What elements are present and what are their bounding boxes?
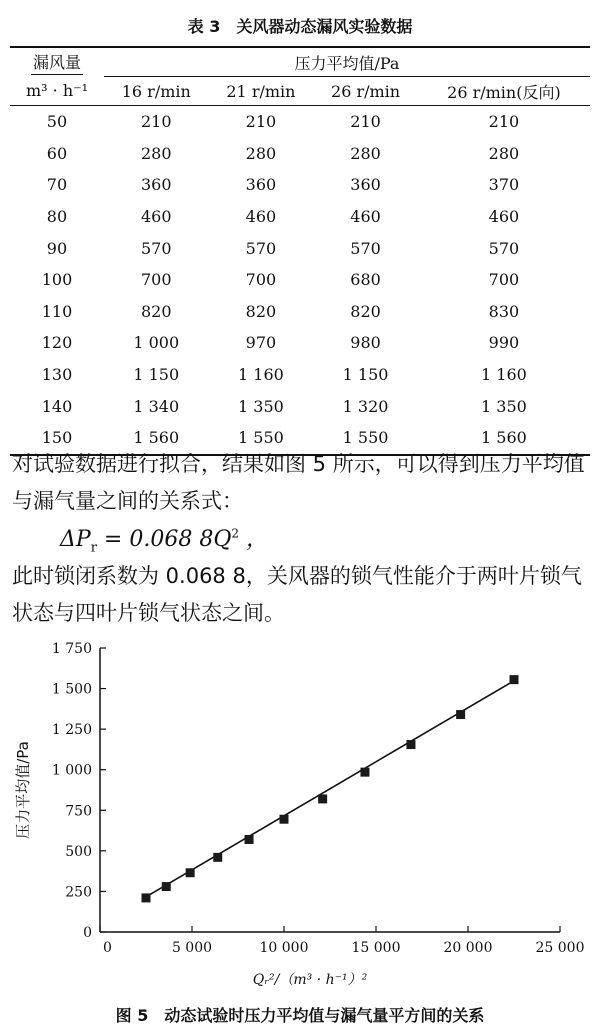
table-caption: 表 3 关风器动态漏风实验数据 <box>187 17 413 36</box>
paragraph-fit-intro: 对试验数据进行拟合，结果如图 5 所示，可以得到压力平均值与漏气量之间的关系式： <box>12 452 585 513</box>
y-tick-label: 1 500 <box>51 681 92 698</box>
pressure-cell: 360 <box>141 175 172 195</box>
pressure-cell: 280 <box>245 143 277 163</box>
pressure-cell: 1 150 <box>133 365 180 385</box>
pressure-cell: 1 150 <box>342 365 389 385</box>
pressure-cell: 570 <box>245 238 277 258</box>
pressure-group-header: 压力平均值/Pa <box>104 47 590 77</box>
data-point-marker <box>318 794 327 803</box>
x-tick-label: 0 <box>103 940 112 956</box>
data-point-marker <box>406 740 415 749</box>
y-tick-label: 1 750 <box>51 641 92 657</box>
y-tick-label: 0 <box>83 925 92 941</box>
pressure-cell: 990 <box>488 333 520 353</box>
column-header: 26 r/min(反向) <box>418 77 590 106</box>
pressure-cell: 1 560 <box>104 422 209 455</box>
pressure-cell: 370 <box>488 175 520 195</box>
pressure-cell: 1 160 <box>481 365 527 385</box>
y-tick-label: 1 250 <box>51 722 92 739</box>
table-row <box>10 390 590 422</box>
data-point-marker <box>245 835 254 844</box>
x-tick-label: 25 000 <box>535 940 585 956</box>
data-point-marker <box>162 882 171 891</box>
data-point-marker <box>142 893 151 902</box>
leak-cell: 140 <box>41 396 73 416</box>
leak-cell: 80 <box>46 207 68 227</box>
leak-cell: 90 <box>46 238 68 258</box>
pressure-cell: 1 350 <box>481 396 527 416</box>
y-tick-label: 750 <box>65 803 92 820</box>
table-row <box>10 232 590 264</box>
pressure-cell: 570 <box>141 238 172 258</box>
pressure-cell: 830 <box>488 301 520 321</box>
pressure-cell: 700 <box>488 270 520 290</box>
data-point-marker <box>280 815 289 824</box>
pressure-cell: 820 <box>245 301 277 321</box>
pressure-cell: 460 <box>245 207 277 227</box>
pressure-cell: 210 <box>245 112 277 132</box>
pressure-cell: 820 <box>350 301 381 321</box>
leak-cell: 120 <box>41 333 73 353</box>
pressure-cell: 1 350 <box>238 396 284 416</box>
formula-subscript: r <box>90 540 97 556</box>
leak-cell: 110 <box>41 301 73 321</box>
table-row <box>10 264 590 296</box>
table-row <box>10 138 590 170</box>
leak-cell: 60 <box>46 143 68 163</box>
column-header: 26 r/min <box>313 77 418 106</box>
leak-cell: 50 <box>46 112 68 132</box>
y-tick-label: 1 000 <box>51 762 92 779</box>
formula-exponent: 2 <box>231 526 239 541</box>
paragraph-lock-coefficient: 此时锁闭系数为 0.068 8，关风器的锁气性能介于两叶片锁气状态与四叶片锁气状态之间。 <box>12 564 582 625</box>
pressure-cell: 210 <box>350 112 381 132</box>
pressure-cell: 820 <box>141 301 172 321</box>
x-tick-label: 15 000 <box>351 940 401 956</box>
pressure-cell: 280 <box>350 143 381 163</box>
x-axis-label: Qᵣ²/（m³ · h⁻¹）² <box>252 972 368 988</box>
pressure-cell: 1 560 <box>418 422 590 455</box>
pressure-cell: 1 340 <box>133 396 180 416</box>
pressure-cell: 1 550 <box>209 422 314 455</box>
leak-cell: 130 <box>41 365 73 385</box>
leak-cell: 100 <box>41 270 73 290</box>
data-point-marker <box>186 868 195 877</box>
pressure-cell: 360 <box>245 175 277 195</box>
pressure-cell: 700 <box>245 270 277 290</box>
pressure-cell: 570 <box>488 238 520 258</box>
data-point-marker <box>213 853 222 862</box>
pressure-cell: 360 <box>350 175 381 195</box>
pressure-cell: 460 <box>350 207 381 227</box>
pressure-cell: 680 <box>350 270 381 290</box>
table-row <box>10 296 590 328</box>
pressure-cell: 1 000 <box>133 333 180 353</box>
table-row <box>10 359 590 391</box>
data-point-marker <box>360 768 369 777</box>
y-tick-label: 500 <box>65 843 92 860</box>
pressure-cell: 570 <box>350 238 381 258</box>
leak-unit-header: m³ · h⁻¹ <box>10 77 104 106</box>
leak-cell: 150 <box>10 422 104 455</box>
table-header-row <box>10 47 590 77</box>
formula-rhs: = 0.068 8Q <box>96 527 232 552</box>
pressure-cell: 980 <box>350 333 381 353</box>
data-point-marker <box>456 710 465 719</box>
leak-data-table <box>10 46 590 456</box>
table-row <box>10 201 590 233</box>
table-row <box>10 327 590 359</box>
pressure-cell: 970 <box>245 333 277 353</box>
y-tick-label: 250 <box>65 884 92 901</box>
pressure-cell: 460 <box>488 207 520 227</box>
leak-column-header: 漏风量 <box>10 47 104 77</box>
column-header: 21 r/min <box>209 77 314 106</box>
table-subheader-row <box>10 77 590 106</box>
fit-scatter-chart <box>0 630 600 1000</box>
table-row <box>10 106 590 138</box>
x-tick-label: 20 000 <box>443 940 493 956</box>
x-tick-label: 5 000 <box>171 940 213 956</box>
x-tick-label: 10 000 <box>259 940 309 956</box>
y-axis-label: 压力平均值/Pa <box>14 741 32 839</box>
pressure-cell: 460 <box>141 207 172 227</box>
pressure-cell: 1 550 <box>313 422 418 455</box>
column-header: 16 r/min <box>104 77 209 106</box>
pressure-cell: 1 320 <box>342 396 389 416</box>
pressure-cell: 700 <box>141 270 172 290</box>
leak-cell: 70 <box>46 175 68 195</box>
pressure-cell: 280 <box>141 143 172 163</box>
formula-lhs: ΔP <box>60 527 91 552</box>
pressure-cell: 210 <box>141 112 172 132</box>
table-row <box>10 169 590 201</box>
figure-caption: 图 5 动态试验时压力平均值与漏气量平方间的关系 <box>115 1006 485 1025</box>
fit-formula <box>60 522 268 555</box>
data-point-marker <box>510 675 519 684</box>
pressure-cell: 280 <box>488 143 520 163</box>
pressure-cell: 210 <box>488 112 520 132</box>
pressure-cell: 1 160 <box>238 365 284 385</box>
formula-tail: ， <box>239 527 268 552</box>
